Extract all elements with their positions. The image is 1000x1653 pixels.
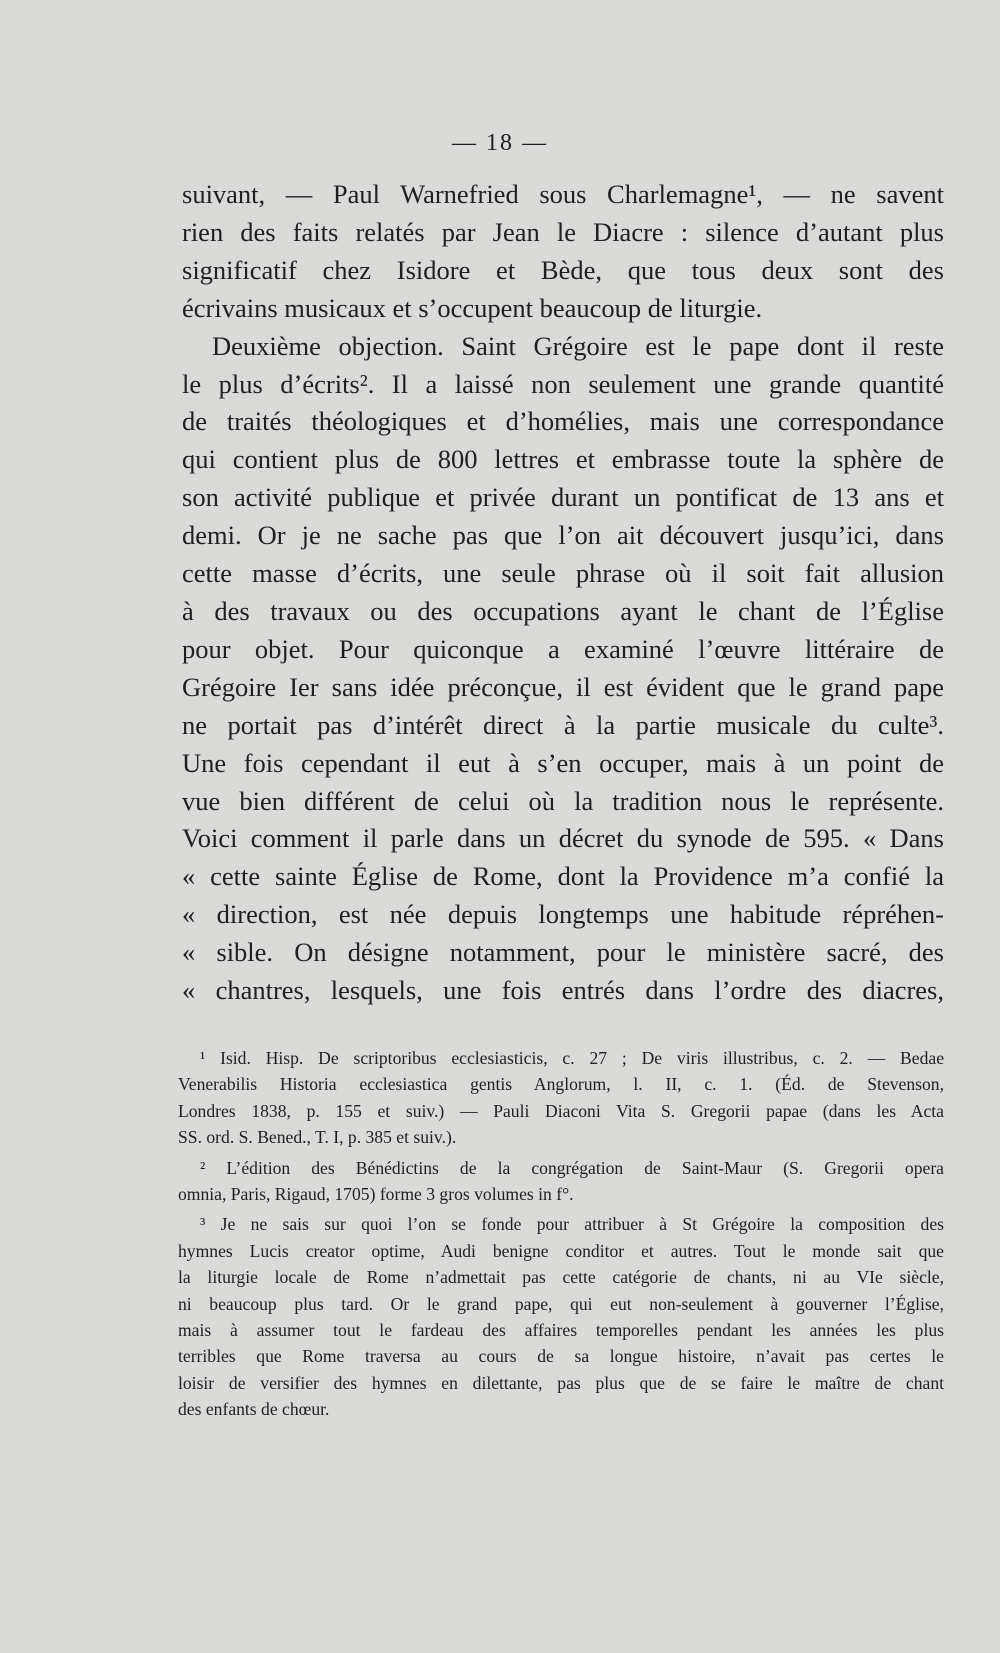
text-line: qui contient plus de 800 lettres et embrasse toute la sphère de (182, 444, 944, 475)
text-line: à des travaux ou des occupations ayant le chant de l’Église (182, 595, 944, 626)
footnote-line: la liturgie locale de Rome n’admettait pas cette catégorie de chants, ni au VIe siècle, (178, 1267, 944, 1288)
footnote-line: mais à assumer tout le fardeau des affaires temporelles pendant les années les plus (178, 1320, 944, 1341)
text-line: Voici comment il parle dans un décret du synode de 595. « Dans (182, 823, 944, 854)
text-line: cette masse d’écrits, une seule phrase où il soit fait allusion (182, 558, 944, 589)
text-line: ne portait pas d’intérêt direct à la partie musicale du culte³. (182, 709, 944, 740)
text-line: demi. Or je ne sache pas que l’on ait découvert jusqu’ici, dans (182, 520, 944, 551)
footnote-3 (178, 1211, 944, 1422)
footnote-line: ¹ Isid. Hisp. De scriptoribus ecclesiasticis, c. 27 ; De viris illustribus, c. 2. — Bedae (200, 1048, 944, 1068)
text-line: « direction, est née depuis longtemps une habitude répréhen- (182, 899, 944, 930)
footnote-line: loisir de versifier des hymnes en dilettante, pas plus que de se faire le maître de chant (178, 1372, 944, 1393)
text-line: le plus d’écrits². Il a laissé non seulement une grande quantité (182, 368, 944, 399)
text-line: « sible. On désigne notamment, pour le ministère sacré, des (182, 937, 944, 968)
footnote-line: omnia, Paris, Rigaud, 1705) forme 3 gros volumes in f°. (178, 1184, 574, 1205)
text-line: de traités théologiques et d’homélies, mais une correspondance (182, 406, 944, 437)
footnote-line: ² L’édition des Bénédictins de la congrégation de Saint-Maur (S. Gregorii opera (200, 1157, 944, 1178)
text-line: Grégoire Ier sans idée préconçue, il est évident que le grand pape (182, 671, 944, 702)
text-line: son activité publique et privée durant un pontificat de 13 ans et (182, 482, 944, 513)
main-text (182, 176, 944, 1010)
footnote-line: ³ Je ne sais sur quoi l’on se fonde pour attribuer à St Grégoire la composition des (200, 1214, 944, 1235)
footnote-2 (178, 1155, 944, 1208)
text-line: Deuxième objection. Saint Grégoire est le pape dont il reste (212, 330, 944, 361)
text-line: « cette sainte Église de Rome, dont la Providence m’a confié la (182, 861, 944, 892)
text-line: écrivains musicaux et s’occupent beaucoup de liturgie. (182, 292, 763, 323)
footnotes (178, 1045, 944, 1423)
text-line: « chantres, lesquels, une fois entrés dans l’ordre des diacres, (182, 975, 944, 1006)
footnote-line: ni beaucoup plus tard. Or le grand pape, qui eut non-seulement à gouverner l’Église, (178, 1293, 944, 1314)
text-line: significatif chez Isidore et Bède, que tous deux sont des (182, 254, 944, 285)
text-line: vue bien différent de celui où la tradition nous le représente. (182, 785, 944, 816)
footnote-line: SS. ord. S. Bened., T. I, p. 385 et suiv.). (178, 1127, 457, 1148)
text-line: rien des faits relatés par Jean le Diacre : silence d’autant plus (182, 216, 944, 247)
text-line: pour objet. Pour quiconque a examiné l’œuvre littéraire de (182, 633, 944, 664)
footnote-line: Londres 1838, p. 155 et suiv.) — Pauli Diaconi Vita S. Gregorii papae (dans les Acta (178, 1100, 944, 1121)
footnote-1 (178, 1045, 944, 1151)
page-number: — 18 — (452, 130, 548, 156)
text-line: suivant, — Paul Warnefried sous Charlemagne¹, — ne savent (182, 179, 944, 209)
footnote-line: hymnes Lucis creator optime, Audi benigne conditor et autres. Tout le monde sait que (178, 1240, 944, 1261)
text-line: Une fois cependant il eut à s’en occuper, mais à un point de (182, 747, 944, 778)
footnote-line: Venerabilis Historia ecclesiastica gentis Anglorum, l. II, c. 1. (Éd. de Stevenson, (178, 1074, 944, 1095)
footnote-line: terribles que Rome traversa au cours de sa longue histoire, n’avait pas certes le (178, 1346, 944, 1367)
footnote-line: des enfants de chœur. (178, 1399, 330, 1420)
